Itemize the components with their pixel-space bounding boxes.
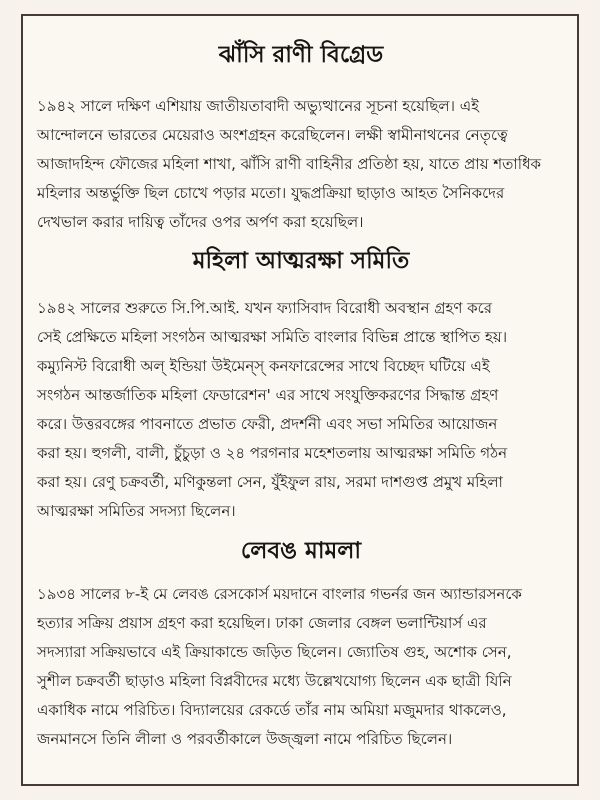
page-border-frame (21, 14, 579, 786)
document-content (37, 38, 565, 754)
paragraph-line: জনমানসে তিনি লীলা ও পরবর্তীকালে উজ্জ্বলা নামে পরিচিত ছিলেন। (37, 730, 453, 748)
paragraph-line: করে। উত্তরবঙ্গের পাবনাতে প্রভাত ফেরী, প্রদর্শনী এবং সভা সমিতির আয়োজন (37, 415, 498, 433)
paragraph-line: ১৯৩৪ সালের ৮-ই মে লেবঙ রেসকোর্স ময়দানে বাংলার গভর্নর জন অ্যান্ডারসনকে (37, 585, 522, 603)
section-jhansi-rani-brigade (37, 38, 565, 237)
paragraph-line: মহিলার অন্তর্ভুক্তি ছিল চোখে পড়ার মতো। যুদ্ধপ্রক্রিয়া ছাড়াও আহত সৈনিকদের (37, 184, 505, 202)
paragraph-line: সুশীল চক্রবর্তী ছাড়াও মহিলা বিপ্লবীদের মধ্যে উল্লেখযোগ্য ছিলেন এক ছাত্রী যিনি (37, 672, 512, 690)
paragraph-line: আত্মরক্ষা সমিতির সদস্যা ছিলেন। (37, 502, 236, 520)
section-mahila-atmaraksha-samiti (37, 244, 565, 526)
paragraph-line: ১৯৪২ সালের শুরুতে সি.পি.আই. যখন ফ্যাসিবাদ বিরোধী অবস্থান গ্রহণ করে (37, 299, 492, 317)
paragraph-line: একাধিক নামে পরিচিত। বিদ্যালয়ের রেকর্ডে তাঁর নাম অমিয়া মজুমদার থাকলেও, (37, 701, 507, 719)
paragraph-line: দেখভাল করার দায়িত্ব তাঁদের ওপর অর্পণ করা হয়েছিল। (37, 213, 364, 231)
paragraph-lebong-case (37, 580, 565, 754)
paragraph-line: সেই প্রেক্ষিতে মহিলা সংগঠন আত্মরক্ষা সমিতি বাংলার বিভিন্ন প্রান্তে স্থাপিত হয়। (37, 328, 508, 346)
section-title-mahila-atmaraksha-samiti: মহিলা আত্মরক্ষা সমিতি (192, 247, 410, 274)
paragraph-line: আন্দোলনে ভারতের মেয়েরাও অংশগ্রহন করেছিলেন। লক্ষী স্বামীনাথনের নেতৃত্বে (37, 126, 508, 144)
paragraph-line: কম্যুনিস্ট বিরোধী অল্ ইন্ডিয়া উইমেন্স্ কনফারেন্সের সাথে বিচ্ছেদ ঘটিয়ে এই (37, 357, 490, 375)
paragraph-line: সংগঠন আন্তর্জাতিক মহিলা ফেডারেশন' এর সাথে সংযুক্তিকরণের সিদ্ধান্ত গ্রহণ (37, 386, 499, 404)
paragraph-line: আজাদহিন্দ ফৌজের মহিলা শাখা, ঝাঁসি রাণী বাহিনীর প্রতিষ্ঠা হয়, যাতে প্রায় শতাধিক (37, 155, 541, 173)
paragraph-line: করা হয়। হুগলী, বালী, চুঁচুড়া ও ২৪ পরগনার মহেশতলায় আত্মরক্ষা সমিতি গঠন (37, 444, 508, 462)
paragraph-jhansi-rani-brigade (37, 92, 565, 237)
paragraph-line: সদস্যারা সক্রিয়ভাবে এই ক্রিয়াকান্ডে জড়িত ছিলেন। জ্যোতিষ গুহ, অশোক সেন, (37, 643, 512, 661)
section-title-lebong-case: লেবঙ মামলা (240, 537, 362, 564)
paragraph-line: হত্যার সক্রিয় প্রয়াস গ্রহণ করা হয়েছিল। ঢাকা জেলার বেঙ্গল ভলান্টিয়ার্স এর (37, 614, 487, 632)
section-lebong-case (37, 534, 565, 754)
paragraph-line: ১৯৪২ সালে দক্ষিণ এশিয়ায় জাতীয়তাবাদী অভ্যুত্থানের সূচনা হয়েছিল। এই (37, 97, 479, 115)
paragraph-line: করা হয়। রেণু চক্রবর্তী, মণিকুন্তলা সেন, যুঁইফুল রায়, সরমা দাশগুপ্ত প্রমুখ মহিলা (37, 473, 503, 491)
paragraph-mahila-atmaraksha-samiti (37, 294, 565, 526)
section-title-jhansi-rani-brigade: ঝাঁসি রাণী বিগ্রেড (218, 41, 384, 68)
